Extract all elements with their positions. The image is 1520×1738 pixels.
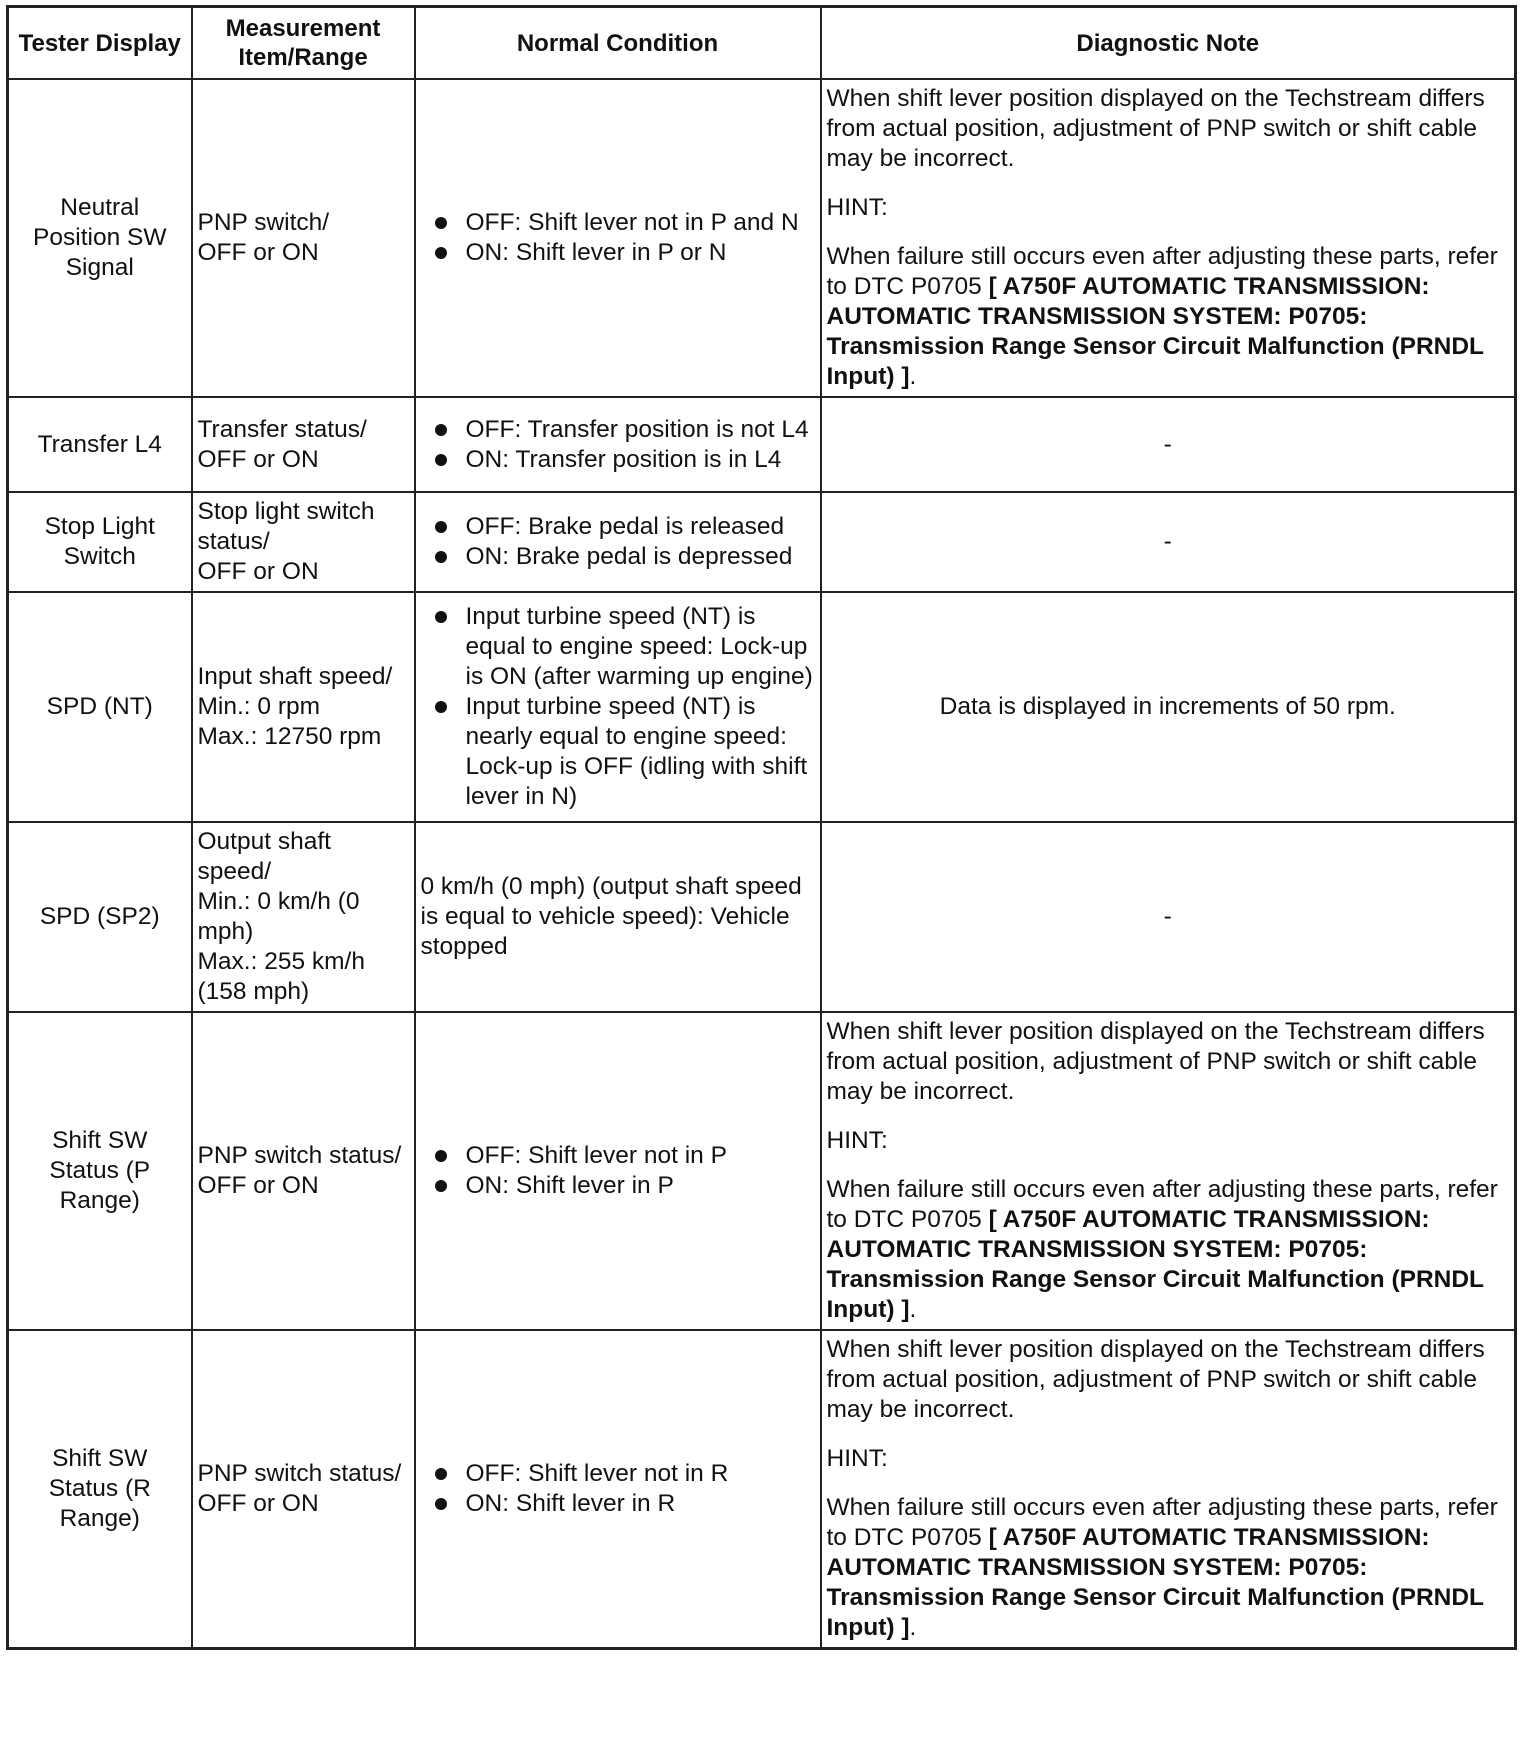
note-refer: When failure still occurs even after adjusting these parts, refer to DTC P0705 [ A750F AUTOMATIC TRANSMISSION: AUTOMATIC TRANSMISSION SYSTEM: P0705: Transmission Range Sensor Circuit Malfunction (PRNDL Input) ].: [826, 243, 1498, 390]
range-line: Min.: 0 rpm: [197, 693, 321, 720]
range-line: Input shaft speed/: [197, 663, 393, 690]
measurement-range-cell: [192, 592, 415, 822]
dtc-reference-link[interactable]: [ A750F AUTOMATIC TRANSMISSION: AUTOMATIC TRANSMISSION SYSTEM: P0705: Transmission Range Sensor Circuit Malfunction (PRNDL Input) ]: [826, 1206, 1484, 1323]
condition-item: OFF: Shift lever not in P and N: [466, 208, 815, 238]
measurement-range-cell: [192, 822, 415, 1012]
condition-item: Input turbine speed (NT) is equal to engine speed: Lock-up is ON (after warming up engine): [465, 603, 813, 690]
range-line: OFF or ON: [197, 239, 319, 266]
tester-display-cell: Shift SW Status (R Range): [8, 1330, 192, 1649]
measurement-range-cell: [192, 1012, 415, 1330]
normal-condition-cell: [415, 1012, 821, 1330]
header-measurement-range: Measurement Item/Range: [192, 7, 415, 80]
range-line: PNP switch/: [197, 209, 330, 236]
condition-item: OFF: Shift lever not in P: [466, 1141, 815, 1171]
diagnostic-note-cell: -: [821, 397, 1516, 492]
range-line: PNP switch status/: [197, 1142, 402, 1169]
table-row: [8, 1012, 1516, 1330]
range-line: OFF or ON: [197, 445, 319, 473]
tester-display-cell: SPD (NT): [8, 592, 192, 822]
condition-item: Input turbine speed (NT) is nearly equal to engine speed: Lock-up is OFF (idling with shift lever in N): [466, 692, 815, 812]
table-row: [8, 1330, 1516, 1649]
normal-condition-cell: [415, 79, 821, 397]
note-hint: HINT:: [826, 1127, 888, 1154]
range-line: Transfer status/: [197, 415, 367, 443]
tester-display-cell: Transfer L4: [8, 397, 192, 492]
range-line: Output shaft speed/: [197, 828, 331, 885]
range-line: Max.: 12750 rpm: [197, 723, 382, 750]
diagnostic-note-cell: [821, 1012, 1516, 1330]
normal-condition-cell: [415, 397, 821, 492]
dtc-reference-link[interactable]: [ A750F AUTOMATIC TRANSMISSION: AUTOMATIC TRANSMISSION SYSTEM: P0705: Transmission Range Sensor Circuit Malfunction (PRNDL Input) ]: [826, 1524, 1484, 1641]
page: [6, 5, 1514, 1650]
note-intro: When shift lever position displayed on the Techstream differs from actual position, adjustment of PNP switch or shift cable may be incorrect.: [826, 1336, 1485, 1423]
diagnostic-note-cell: [821, 79, 1516, 397]
header-normal-condition: Normal Condition: [415, 7, 821, 80]
condition-item: OFF: Transfer position is not L4: [466, 415, 815, 445]
condition-item: ON: Brake pedal is depressed: [466, 542, 815, 572]
normal-condition-cell: [415, 592, 821, 822]
note-refer: When failure still occurs even after adjusting these parts, refer to DTC P0705 [ A750F AUTOMATIC TRANSMISSION: AUTOMATIC TRANSMISSION SYSTEM: P0705: Transmission Range Sensor Circuit Malfunction (PRNDL Input) ].: [826, 1176, 1498, 1323]
note-hint: HINT:: [826, 194, 888, 221]
note-hint: HINT:: [826, 1445, 888, 1472]
range-line: Min.: 0 km/h (0 mph): [197, 888, 360, 945]
condition-item: ON: Shift lever in P or N: [466, 238, 815, 268]
normal-condition-cell: 0 km/h (0 mph) (output shaft speed is equal to vehicle speed): Vehicle stopped: [415, 822, 821, 1012]
normal-condition-cell: [415, 1330, 821, 1649]
table-row: [8, 822, 1516, 1012]
range-line: OFF or ON: [197, 1172, 319, 1199]
diagnostic-note-cell: [821, 1330, 1516, 1649]
diagnostic-note-cell: Data is displayed in increments of 50 rpm.: [821, 592, 1516, 822]
tester-display-cell: Neutral Position SW Signal: [8, 79, 192, 397]
range-line: Stop light switch status/: [197, 498, 375, 555]
range-line: Max.: 255 km/h (158 mph): [197, 948, 365, 1005]
note-refer: When failure still occurs even after adjusting these parts, refer to DTC P0705 [ A750F AUTOMATIC TRANSMISSION: AUTOMATIC TRANSMISSION SYSTEM: P0705: Transmission Range Sensor Circuit Malfunction (PRNDL Input) ].: [826, 1494, 1498, 1641]
measurement-range-cell: [192, 1330, 415, 1649]
table-row: [8, 592, 1516, 822]
condition-item: OFF: Brake pedal is released: [466, 512, 815, 542]
diagnostic-note-cell: -: [821, 822, 1516, 1012]
tester-display-cell: SPD (SP2): [8, 822, 192, 1012]
condition-item: OFF: Shift lever not in R: [466, 1459, 815, 1489]
header-tester-display: Tester Display: [8, 7, 192, 80]
tester-display-cell: Stop Light Switch: [8, 492, 192, 592]
table-header-row: [8, 7, 1516, 80]
range-line: OFF or ON: [197, 1490, 319, 1517]
measurement-range-cell: [192, 79, 415, 397]
measurement-range-cell: [192, 397, 415, 492]
normal-condition-cell: [415, 492, 821, 592]
note-intro: When shift lever position displayed on the Techstream differs from actual position, adjustment of PNP switch or shift cable may be incorrect.: [826, 85, 1485, 172]
condition-item: ON: Transfer position is in L4: [466, 445, 815, 475]
table-row: [8, 397, 1516, 492]
diagnostic-note-cell: -: [821, 492, 1516, 592]
dtc-reference-link[interactable]: [ A750F AUTOMATIC TRANSMISSION: AUTOMATIC TRANSMISSION SYSTEM: P0705: Transmission Range Sensor Circuit Malfunction (PRNDL Input) ]: [826, 273, 1484, 390]
data-list-table: [6, 5, 1517, 1650]
range-line: OFF or ON: [197, 558, 319, 585]
measurement-range-cell: [192, 492, 415, 592]
table-row: [8, 79, 1516, 397]
header-diagnostic-note: Diagnostic Note: [821, 7, 1516, 80]
note-intro: When shift lever position displayed on the Techstream differs from actual position, adjustment of PNP switch or shift cable may be incorrect.: [826, 1018, 1485, 1105]
range-line: PNP switch status/: [197, 1460, 402, 1487]
tester-display-cell: Shift SW Status (P Range): [8, 1012, 192, 1330]
table-row: [8, 492, 1516, 592]
condition-item: ON: Shift lever in R: [466, 1489, 815, 1519]
condition-item: ON: Shift lever in P: [466, 1171, 815, 1201]
